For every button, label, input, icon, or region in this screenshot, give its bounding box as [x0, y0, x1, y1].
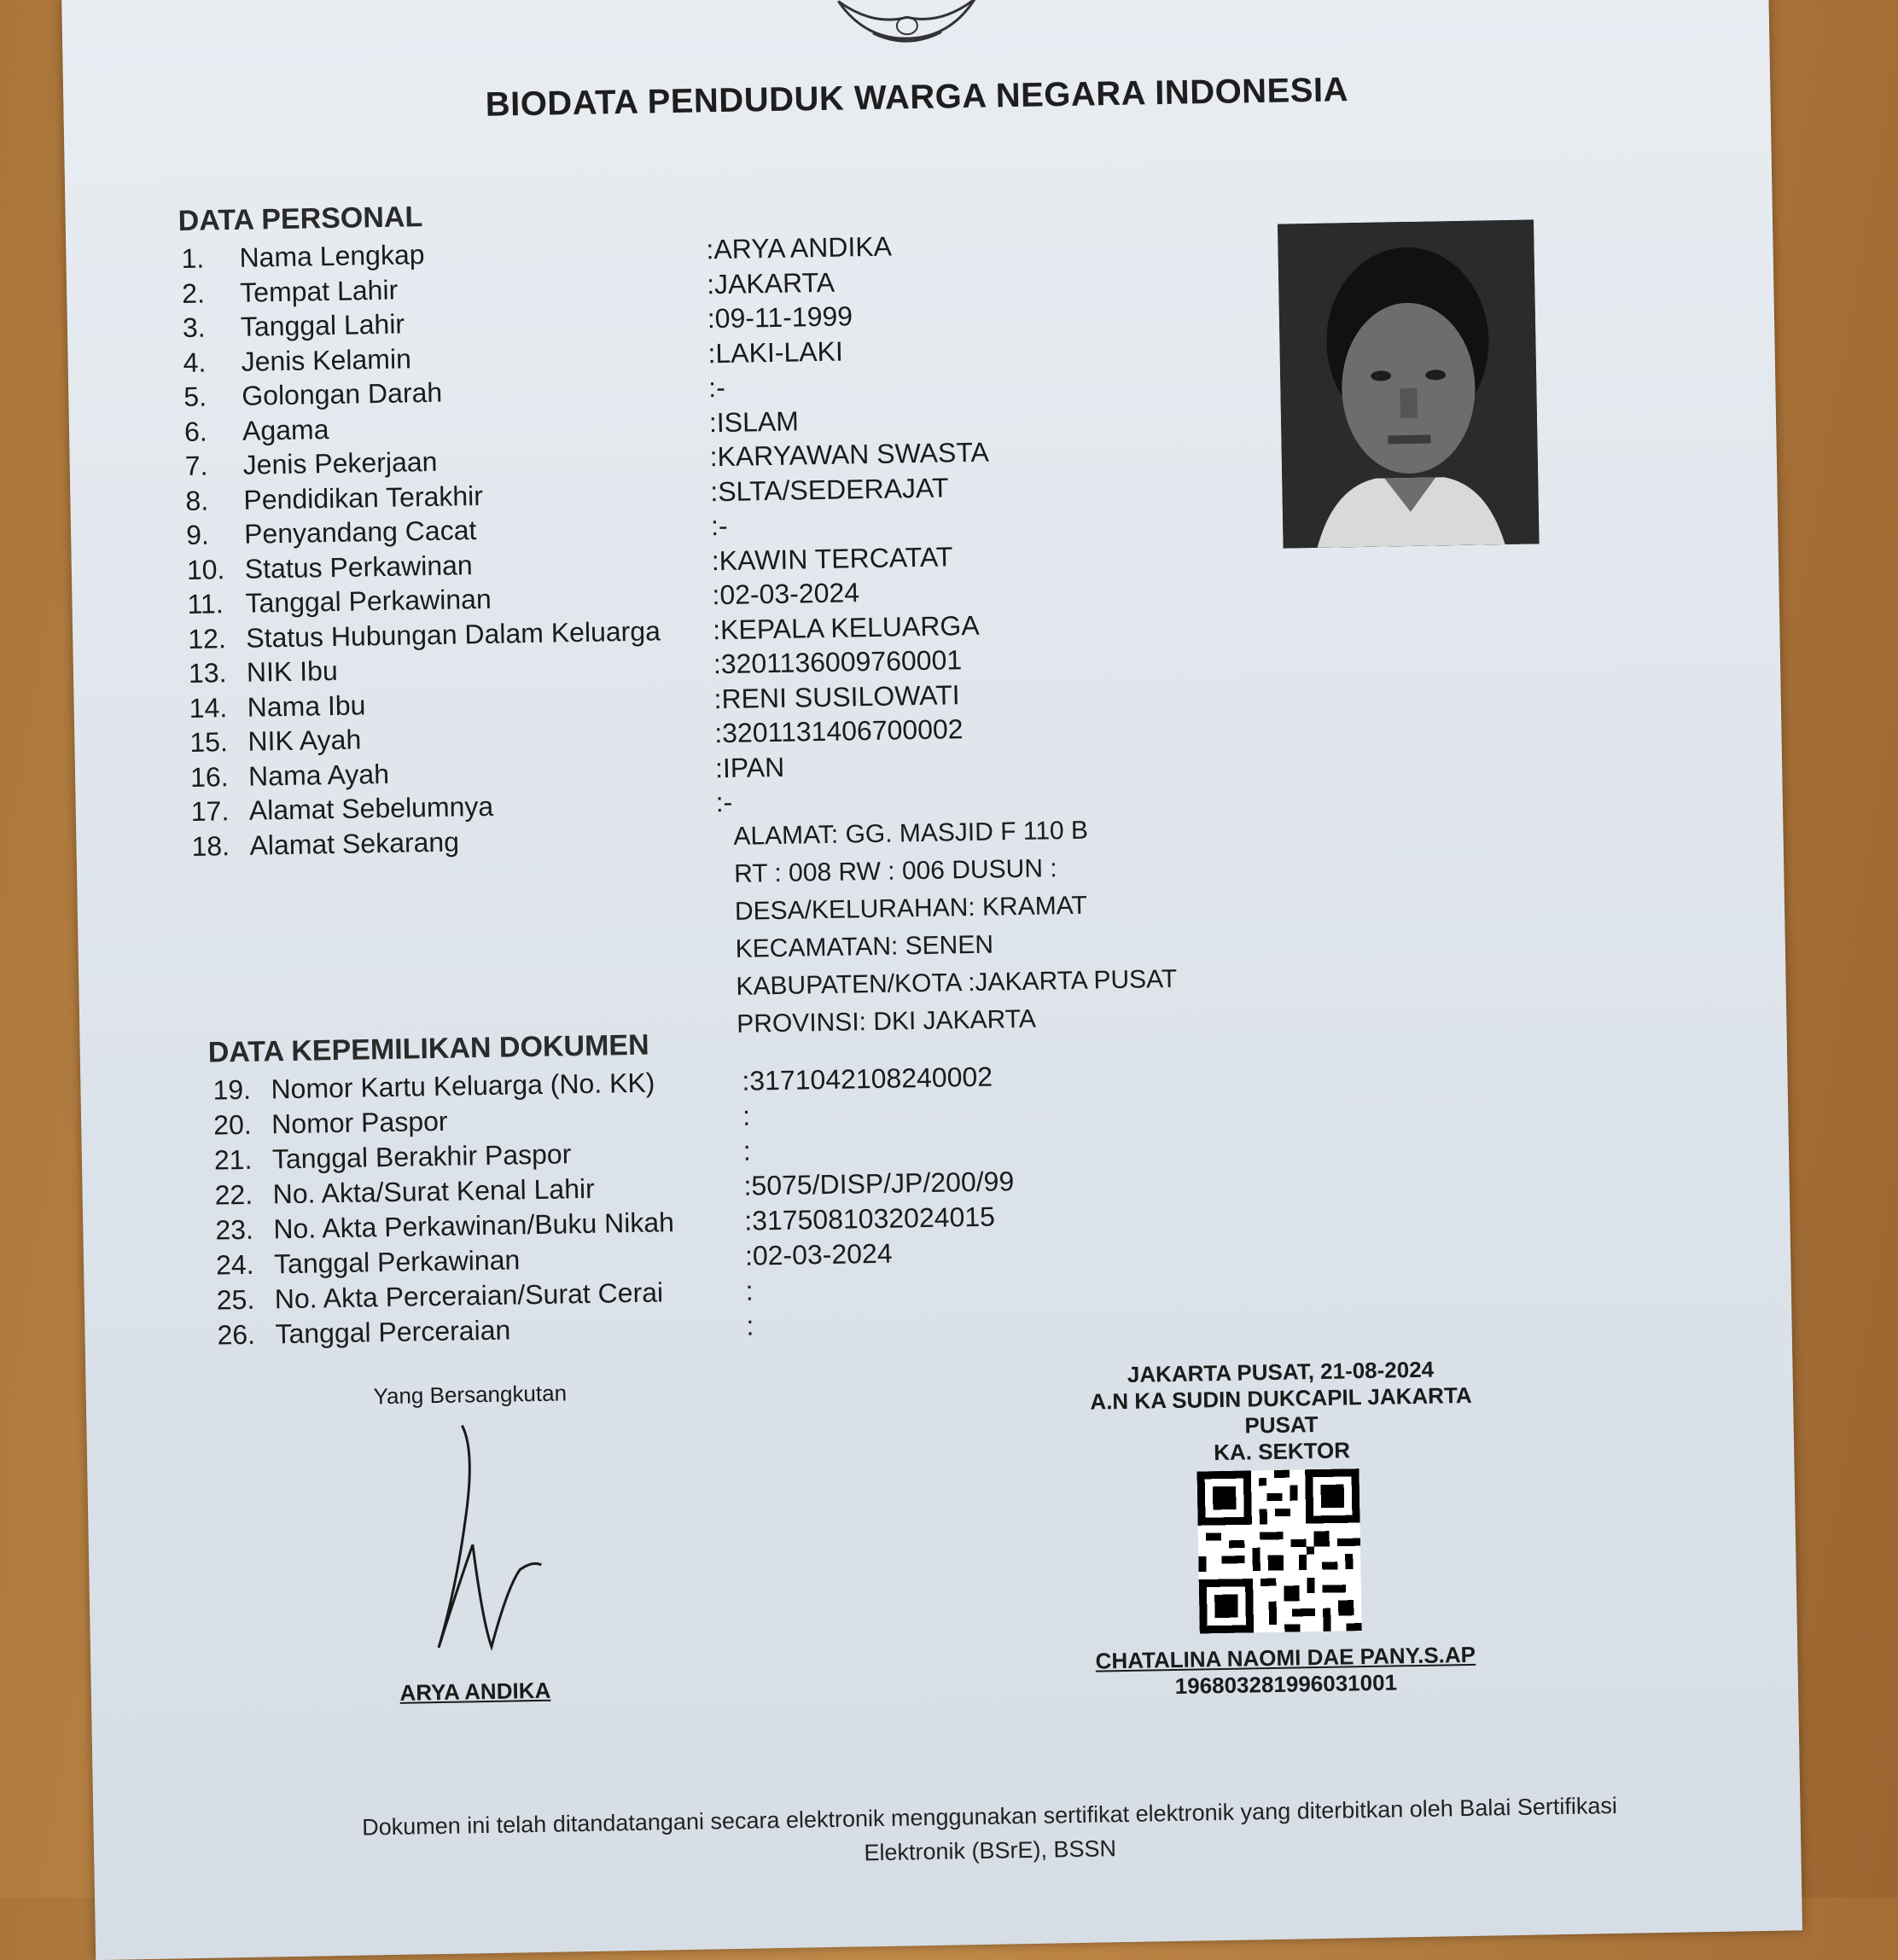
field-row [215, 1201, 996, 1249]
field-number: 22. [214, 1178, 253, 1211]
field-number: 18. [191, 829, 230, 862]
field-number: 13. [188, 657, 227, 689]
address-line: DESA/KELURAHAN: KRAMAT [734, 891, 1088, 926]
signature-left [368, 1380, 579, 1707]
field-row [181, 266, 835, 312]
field-label: Nomor Kartu Keluarga (No. KK) [271, 1067, 655, 1105]
field-number: 17. [190, 795, 230, 827]
field-number: 15. [189, 726, 229, 758]
field-number: 24. [215, 1248, 254, 1281]
field-label: Alamat Sebelumnya [248, 790, 494, 826]
field-label: No. Akta Perceraian/Surat Cerai [274, 1277, 664, 1315]
field-row [181, 230, 893, 277]
field-label: Golongan Darah [242, 376, 443, 411]
field-label: Jenis Pekerjaan [242, 445, 438, 480]
handwritten-signature [368, 1415, 577, 1674]
signature-left-name: ARYA ANDIKA [399, 1677, 551, 1706]
address-line: KABUPATEN/KOTA :JAKARTA PUSAT [736, 964, 1178, 1001]
field-value: : [742, 1135, 752, 1166]
field-row [183, 404, 800, 451]
signature-official-name: CHATALINA NAOMI DAE PANY.S.AP [1095, 1641, 1476, 1674]
field-label: Status Hubungan Dalam Keluarga [245, 614, 661, 654]
field-label: Pendidikan Terakhir [243, 480, 484, 515]
signature-right [1067, 1355, 1495, 1469]
section-documents-heading: DATA KEPEMILIKAN DOKUMEN [207, 1028, 649, 1069]
field-row [215, 1237, 893, 1284]
field-number: 2. [181, 277, 206, 309]
field-label: No. Akta/Surat Kenal Lahir [272, 1172, 596, 1210]
garuda-emblem-icon [821, 0, 993, 53]
field-value: :- [715, 786, 733, 818]
field-row [216, 1275, 754, 1319]
field-row [190, 786, 733, 830]
field-value: :ISLAM [708, 404, 800, 438]
field-label: Tanggal Berakhir Paspor [271, 1138, 572, 1175]
field-value: : [742, 1100, 751, 1131]
address-line: PROVINSI: DKI JAKARTA [736, 1004, 1037, 1038]
field-row [189, 751, 785, 795]
field-row [185, 471, 949, 520]
field-value: :3201131406700002 [713, 713, 964, 749]
profile-photo [1278, 219, 1540, 548]
field-value: :3175081032024015 [743, 1201, 996, 1236]
field-label: Nama Lengkap [239, 239, 425, 273]
field-label: Nama Ayah [247, 758, 390, 792]
field-value: :IPAN [714, 751, 785, 783]
field-number: 1. [181, 242, 205, 275]
signature-office: A.N KA SUDIN DUKCAPIL JAKARTA PUSAT [1090, 1381, 1472, 1439]
field-number: 7. [184, 450, 208, 482]
field-value: :09-11-1999 [707, 300, 853, 334]
signature-place-date: JAKARTA PUSAT, 21-08-2024 [1127, 1356, 1435, 1387]
document-title: BIODATA PENDUDUK WARGA NEGARA INDONESIA [485, 71, 1349, 124]
field-label: No. Akta Perkawinan/Buku Nikah [273, 1207, 675, 1245]
address-line: RT : 008 RW : 006 DUSUN : [733, 854, 1057, 888]
field-value: :02-03-2024 [712, 577, 860, 611]
field-number: 25. [216, 1283, 255, 1316]
address-line: ALAMAT: GG. MASJID F 110 B [733, 816, 1089, 851]
field-number: 4. [183, 346, 207, 378]
field-number: 3. [182, 311, 206, 344]
section-personal-heading: DATA PERSONAL [178, 201, 423, 238]
field-value: :- [710, 509, 728, 542]
field-value: :KARYAWAN SWASTA [709, 436, 990, 473]
document-sheet [61, 0, 1802, 1960]
field-label: Penyandang Cacat [243, 515, 477, 550]
field-label: Agama [242, 413, 329, 446]
field-number: 23. [215, 1213, 254, 1246]
electronic-signature-notice [221, 1786, 1758, 1881]
signature-left-caption: Yang Bersangkutan [373, 1380, 568, 1410]
field-row [191, 825, 460, 864]
field-number: 11. [187, 588, 224, 619]
field-row [213, 1100, 751, 1144]
field-value: :ARYA ANDIKA [706, 230, 893, 265]
field-label: Tanggal Lahir [240, 308, 405, 342]
field-value: :JAKARTA [706, 266, 835, 300]
field-row [189, 713, 964, 761]
field-number: 5. [183, 381, 207, 413]
field-label: NIK Ayah [247, 724, 362, 757]
footer-line-1: Dokumen ini telah ditandatangani secara elektronik menggunakan sertifikat elektronik yang diterbitkan oleh Balai Sertifikasi [361, 1792, 1618, 1841]
signature-position: KA. SEKTOR [1213, 1437, 1351, 1466]
field-value: :KAWIN TERCATAT [711, 540, 953, 576]
field-label: Tanggal Perceraian [275, 1314, 511, 1350]
field-row [217, 1310, 754, 1354]
field-number: 14. [189, 691, 228, 724]
field-number: 9. [185, 519, 210, 550]
field-label: Status Perkawinan [244, 549, 473, 585]
field-value: :- [707, 371, 726, 404]
field-number: 20. [213, 1108, 253, 1141]
field-label: Nomor Paspor [271, 1105, 448, 1140]
field-number: 6. [183, 416, 208, 447]
field-number: 26. [217, 1318, 256, 1351]
field-number: 8. [185, 485, 209, 516]
field-value: : [746, 1310, 754, 1341]
person-photo-icon [1278, 219, 1540, 548]
field-label: Nama Ibu [247, 689, 366, 723]
field-value: :SLTA/SEDERAJAT [710, 471, 949, 507]
signature-official-nip: 196803281996031001 [1174, 1669, 1398, 1699]
field-number: 19. [213, 1073, 252, 1106]
field-row [187, 609, 980, 657]
field-number: 16. [189, 760, 229, 793]
field-value: :5075/DISP/JP/200/99 [743, 1166, 1015, 1201]
field-value: :LAKI-LAKI [707, 335, 844, 369]
field-label: Tanggal Perkawinan [245, 583, 492, 619]
field-value: : [745, 1275, 754, 1306]
field-label: NIK Ibu [246, 654, 338, 688]
field-row [184, 436, 990, 485]
field-number: 10. [186, 553, 225, 585]
address-line: KECAMATAN: SENEN [735, 930, 994, 963]
field-label: Tanggal Perkawinan [273, 1244, 521, 1280]
field-row [186, 540, 953, 588]
field-row [187, 577, 860, 623]
field-value: :3171042108240002 [742, 1061, 993, 1096]
field-value: :RENI SUSILOWATI [713, 678, 960, 714]
field-row [214, 1166, 1015, 1214]
field-label: Alamat Sekarang [249, 825, 460, 861]
field-value: :KEPALA KELUARGA [712, 609, 980, 645]
field-label: Jenis Kelamin [241, 342, 412, 377]
field-row [213, 1135, 752, 1179]
footer-line-2: Elektronik (BSrE), BSSN [864, 1835, 1117, 1866]
field-value: :02-03-2024 [744, 1237, 893, 1271]
field-number: 21. [213, 1143, 253, 1176]
field-label: Tempat Lahir [239, 274, 399, 308]
field-number: 12. [187, 622, 227, 654]
field-value: :3201136009760001 [713, 644, 963, 680]
field-row [185, 509, 728, 554]
signature-right-name-block [1072, 1641, 1499, 1701]
field-row [183, 371, 726, 416]
qr-code-icon [1196, 1469, 1361, 1633]
